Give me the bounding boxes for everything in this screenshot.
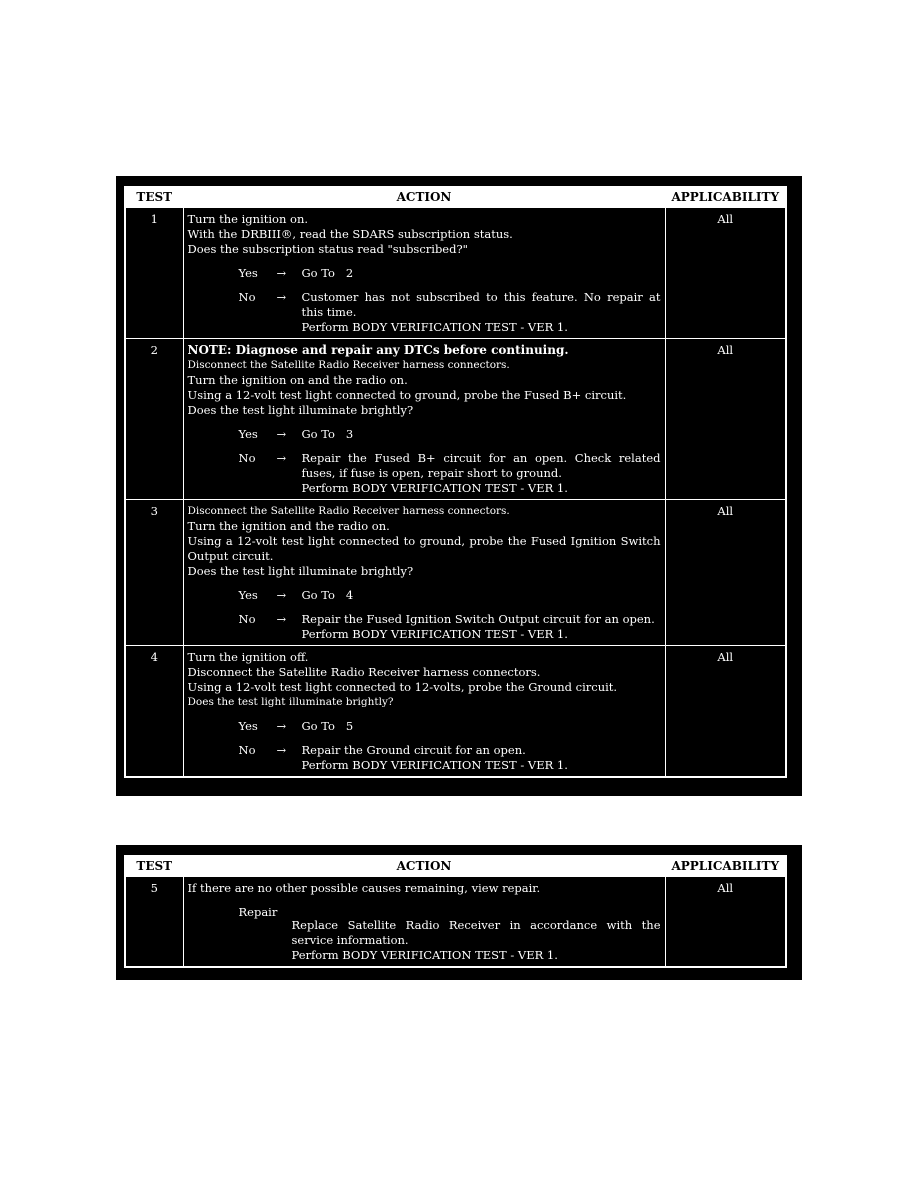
no-line: Perform BODY VERIFICATION TEST - VER 1. bbox=[301, 481, 568, 495]
test-applicability: All bbox=[665, 208, 786, 339]
yes-goto: Go To 2 bbox=[301, 266, 354, 280]
repair-line: Replace Satellite Radio Receiver in accordance with the service information. bbox=[291, 918, 661, 947]
test-applicability: All bbox=[665, 339, 786, 500]
header-test: TEST bbox=[125, 856, 183, 877]
arrow-right-icon: → bbox=[276, 719, 287, 733]
repair-block bbox=[239, 905, 661, 963]
diagnostic-table-2 bbox=[124, 855, 787, 968]
action-line: Does the test light illuminate brightly? bbox=[187, 403, 414, 417]
action-line: If there are no other possible causes remaining, view repair. bbox=[187, 881, 541, 895]
no-line: Customer has not subscribed to this feature. No repair at this time. bbox=[301, 290, 661, 319]
test-action bbox=[183, 646, 665, 778]
no-line: Perform BODY VERIFICATION TEST - VER 1. bbox=[301, 758, 568, 772]
no-text bbox=[302, 290, 661, 335]
action-line: Does the subscription status read "subscribed?" bbox=[187, 242, 468, 256]
diagnostic-table-panel-2 bbox=[116, 845, 802, 980]
table-row-test-3 bbox=[125, 500, 786, 646]
test-action bbox=[183, 500, 665, 646]
yes-goto: Go To 3 bbox=[301, 427, 354, 441]
action-line: Disconnect the Satellite Radio Receiver harness connectors. bbox=[187, 665, 541, 679]
test-action bbox=[183, 208, 665, 339]
no-text bbox=[302, 743, 661, 773]
yes-goto: Go To 5 bbox=[301, 719, 354, 733]
no-branch bbox=[188, 290, 661, 335]
header-test: TEST bbox=[125, 187, 183, 208]
action-line: Turn the ignition on. bbox=[187, 212, 309, 226]
no-branch bbox=[188, 743, 661, 773]
yes-label: Yes bbox=[238, 719, 258, 733]
table-header-row bbox=[125, 187, 786, 208]
arrow-right-icon: → bbox=[276, 266, 287, 280]
header-action: ACTION bbox=[183, 187, 665, 208]
yes-label: Yes bbox=[238, 266, 258, 280]
header-action: ACTION bbox=[183, 856, 665, 877]
no-line: Perform BODY VERIFICATION TEST - VER 1. bbox=[301, 320, 568, 334]
no-branch bbox=[188, 451, 661, 496]
action-line: Does the test light illuminate brightly? bbox=[187, 564, 414, 578]
test-applicability: All bbox=[665, 500, 786, 646]
action-line: With the DRBIII®, read the SDARS subscription status. bbox=[187, 227, 513, 241]
test-number: 4 bbox=[125, 646, 183, 778]
table-row-test-1 bbox=[125, 208, 786, 339]
repair-text bbox=[292, 918, 661, 963]
table-header-row bbox=[125, 856, 786, 877]
table-row-test-2 bbox=[125, 339, 786, 500]
arrow-right-icon: → bbox=[276, 612, 287, 626]
test-number: 5 bbox=[125, 877, 183, 968]
action-line: Does the test light illuminate brightly? bbox=[187, 696, 394, 708]
header-applicability: APPLICABILITY bbox=[665, 187, 786, 208]
arrow-right-icon: → bbox=[276, 588, 287, 602]
no-label: No bbox=[238, 743, 256, 757]
test-number: 3 bbox=[125, 500, 183, 646]
note-line: NOTE: Diagnose and repair any DTCs before continuing. bbox=[187, 343, 569, 357]
test-applicability: All bbox=[665, 646, 786, 778]
action-line: Turn the ignition on and the radio on. bbox=[187, 373, 408, 387]
no-text bbox=[302, 612, 661, 642]
yes-goto: Go To 4 bbox=[301, 588, 354, 602]
arrow-right-icon: → bbox=[276, 290, 287, 304]
action-line: Turn the ignition off. bbox=[187, 650, 309, 664]
no-label: No bbox=[238, 612, 256, 626]
yes-label: Yes bbox=[238, 588, 258, 602]
diagnostic-table-1 bbox=[124, 186, 787, 778]
test-number: 1 bbox=[125, 208, 183, 339]
no-label: No bbox=[238, 290, 256, 304]
arrow-right-icon: → bbox=[276, 743, 287, 757]
test-number: 2 bbox=[125, 339, 183, 500]
table-row-test-5 bbox=[125, 877, 786, 968]
arrow-right-icon: → bbox=[276, 451, 287, 465]
no-branch bbox=[188, 612, 661, 642]
no-line: Repair the Ground circuit for an open. bbox=[301, 743, 526, 757]
test-action bbox=[183, 877, 665, 968]
test-action bbox=[183, 339, 665, 500]
arrow-right-icon: → bbox=[276, 427, 287, 441]
no-label: No bbox=[238, 451, 256, 465]
test-applicability: All bbox=[665, 877, 786, 968]
no-line: Perform BODY VERIFICATION TEST - VER 1. bbox=[301, 627, 568, 641]
yes-branch bbox=[188, 427, 661, 442]
yes-branch bbox=[188, 719, 661, 734]
table-row-test-4 bbox=[125, 646, 786, 778]
yes-branch bbox=[188, 266, 661, 281]
no-line: Repair the Fused B+ circuit for an open. Check related fuses, if fuse is open, repair short to ground. bbox=[301, 451, 661, 480]
action-line: Turn the ignition and the radio on. bbox=[187, 519, 390, 533]
action-line: Disconnect the Satellite Radio Receiver harness connectors. bbox=[187, 359, 510, 371]
action-line: Disconnect the Satellite Radio Receiver harness connectors. bbox=[187, 505, 510, 517]
no-line: Repair the Fused Ignition Switch Output circuit for an open. bbox=[301, 612, 655, 626]
repair-line: Perform BODY VERIFICATION TEST - VER 1. bbox=[291, 948, 558, 962]
action-line: Using a 12-volt test light connected to 12-volts, probe the Ground circuit. bbox=[187, 680, 618, 694]
header-applicability: APPLICABILITY bbox=[665, 856, 786, 877]
no-text bbox=[302, 451, 661, 496]
action-line: Using a 12-volt test light connected to ground, probe the Fused Ignition Switch Output circuit. bbox=[187, 534, 661, 563]
action-line: Using a 12-volt test light connected to ground, probe the Fused B+ circuit. bbox=[187, 388, 627, 402]
repair-label: Repair bbox=[238, 905, 278, 919]
diagnostic-table-panel-1 bbox=[116, 176, 802, 796]
yes-label: Yes bbox=[238, 427, 258, 441]
yes-branch bbox=[188, 588, 661, 603]
